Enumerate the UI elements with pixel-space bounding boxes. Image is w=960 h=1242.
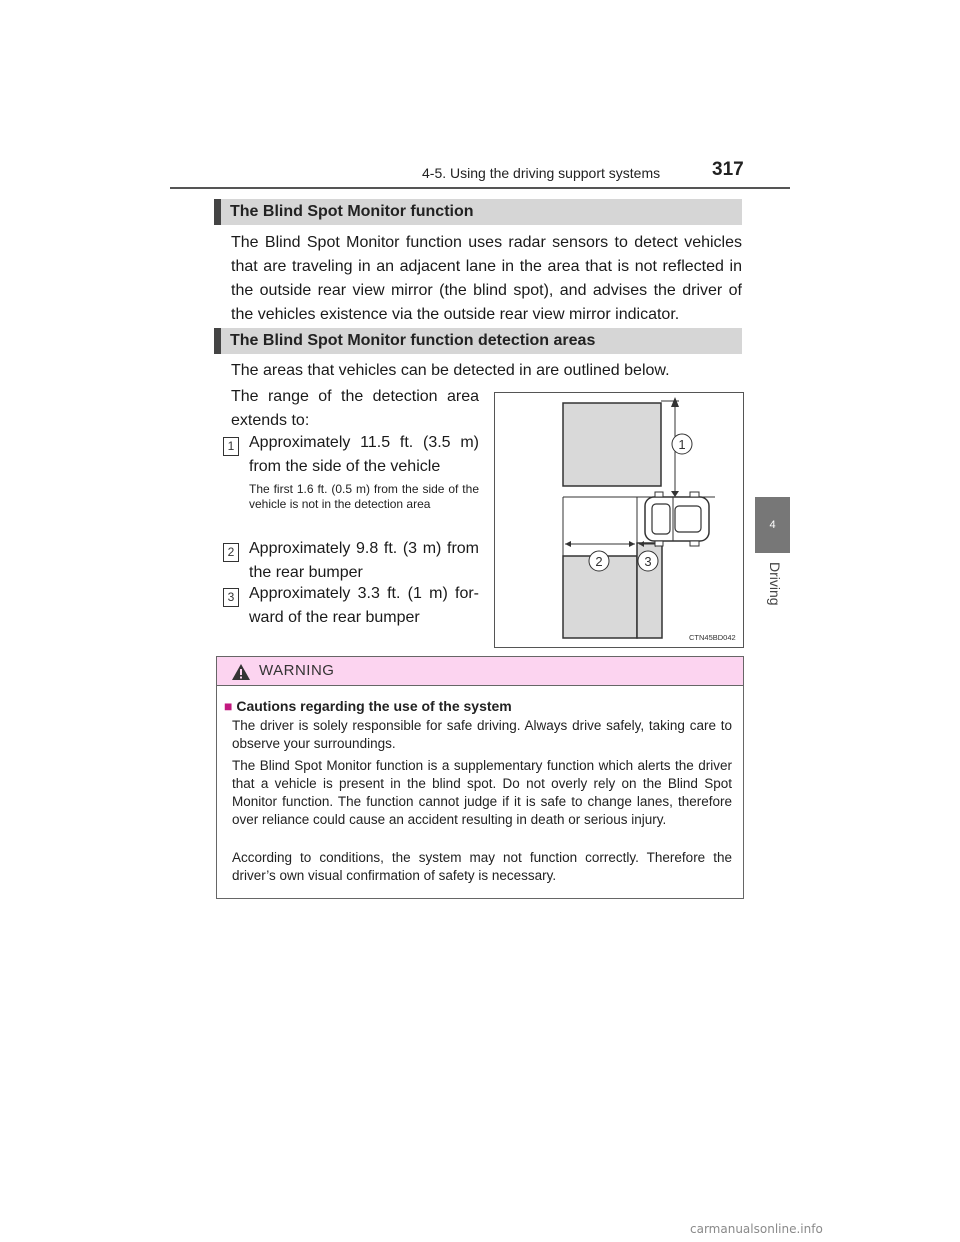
arrow-head-top (671, 397, 679, 407)
section-heading-function (214, 199, 742, 225)
heading-bar (214, 328, 221, 354)
item-text-2: Approximately 9.8 ft. (3 m) from the rear bumper (249, 540, 479, 581)
chapter-tab: 4 (755, 497, 790, 553)
callout-3 (638, 551, 658, 571)
svg-text:1: 1 (678, 437, 686, 452)
warning-header (217, 657, 743, 686)
section-heading-detection-areas (214, 328, 742, 354)
detection-area-diagram (494, 392, 744, 648)
footer-watermark: carmanualsonline.info (690, 1222, 823, 1236)
heading-bar (214, 199, 221, 225)
side-detection-area (563, 403, 661, 486)
item-text-3: Approximately 3.3 ft. (1 m) for-ward of the rear bumper (249, 585, 479, 626)
car-icon (645, 492, 709, 546)
svg-text:3: 3 (644, 554, 652, 569)
item-number-2: 2 (223, 543, 239, 562)
range-intro: The range of the detection area extends to: (231, 388, 479, 429)
warning-paragraph-3: According to conditions, the system may not function correctly. Therefore the driver’s own visual confirmation of safety is necessary. (232, 850, 732, 883)
page-number: 317 (712, 159, 744, 180)
function-description: The Blind Spot Monitor function uses radar sensors to detect vehicles that are traveling in an adjacent lane in the area that is not reflected in the outside rear view mirror (the blind spot), and advises the driver of the vehicles existence via the outside rear view mirror indicator. (231, 234, 742, 323)
warning-triangle-icon (231, 663, 251, 681)
item-number-1: 1 (223, 437, 239, 456)
item-number-3: 3 (223, 588, 239, 607)
arrow-head-bottom (671, 491, 679, 497)
chapter-label: Driving (767, 562, 783, 606)
figure-code: CTN45BD042 (689, 633, 736, 642)
detection-intro: The areas that vehicles can be detected in are outlined below. (231, 362, 670, 379)
chapter-label-box (755, 556, 790, 616)
warning-subtitle-text: Cautions regarding the use of the system (236, 698, 512, 714)
warning-title: WARNING (259, 662, 335, 679)
warning-box (216, 656, 744, 899)
callout-2 (589, 551, 609, 571)
item-note-1: The first 1.6 ft. (0.5 m) from the side of the vehicle is not in the detection area (249, 482, 479, 511)
section-title: The Blind Spot Monitor function (230, 203, 474, 220)
warning-subtitle (224, 698, 512, 714)
section-title: The Blind Spot Monitor function detection areas (230, 332, 596, 349)
item-text-1: Approximately 11.5 ft. (3.5 m) from the side of the vehicle (249, 434, 479, 475)
detection-area-illustration (495, 393, 743, 647)
running-header: 4-5. Using the driving support systems (422, 165, 661, 181)
warning-paragraph-2: The Blind Spot Monitor function is a supplementary function which alerts the driver that a vehicle is present in the blind spot. Do not overly rely on the Blind Spot Monitor function. The function cannot judge if it is safe to change lanes, therefore over reliance could cause an accident resulting in death or serious injury. (232, 758, 732, 827)
callout-1 (672, 434, 692, 454)
square-bullet-icon: ■ (224, 698, 233, 714)
svg-text:2: 2 (595, 554, 603, 569)
warning-paragraph-1: The driver is solely responsible for safe driving. Always drive safely, taking care to observe your surroundings. (232, 718, 732, 751)
header-rule (170, 187, 790, 189)
